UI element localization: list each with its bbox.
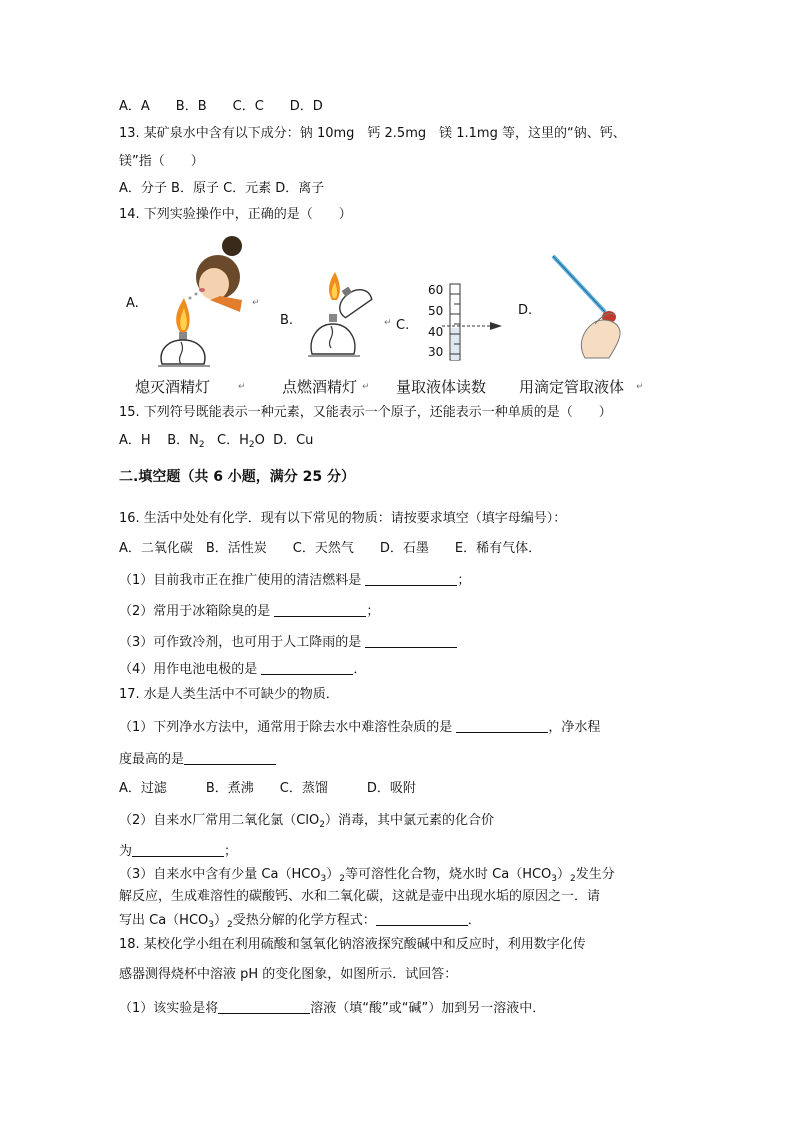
q17-part3-seg3: 等可溶性化合物，烧水时 Ca（HCO <box>345 867 552 882</box>
q12-options: A．A B．B C．C D．D <box>119 99 323 114</box>
q14-caption-d: 用滴定管取液体 <box>519 378 625 396</box>
q17-part3-seg4: ） <box>557 867 571 882</box>
q17-part3-line2: 解反应，生成难溶性的碳酸钙、水和二氧化碳，这就是壶中出现水垢的原因之一．请 <box>119 889 601 904</box>
q13-stem-line1: 13. 某矿泉水中含有以下成分：钠 10mg 钙 2.5mg 镁 1.1mg 等，这里的“钠、钙、 <box>119 126 626 141</box>
q16-part1-end: ； <box>457 573 471 588</box>
q17-part1-line2 <box>119 750 276 769</box>
q18-part1-text: （1）该实验是将 <box>119 1001 219 1016</box>
q17-part1b-text: 度最高的是 <box>119 752 185 767</box>
q18-part1 <box>119 999 545 1018</box>
q16-part4-end: ． <box>353 662 367 677</box>
q16-options: A．二氧化碳 B．活性炭 C．天然气 D．石墨 E．稀有气体． <box>119 541 542 556</box>
return-mark-b: ↵ <box>384 318 392 328</box>
q16-part2-text: （2）常用于冰箱除臭的是 <box>119 604 271 619</box>
q17-part1-options: A．过滤 B．煮沸 C．蒸馏 D．吸附 <box>119 781 416 796</box>
q16-part2 <box>119 602 379 621</box>
q14-label-c: C. <box>396 318 410 333</box>
q17-part2-line2 <box>119 842 237 861</box>
q17-part2-end: ）消毒，其中氯元素的化合价 <box>324 813 494 828</box>
q16-part4-text: （4）用作电池电极的是 <box>119 662 258 677</box>
q17-part3c-seg1: 写出 Ca（HCO <box>119 913 209 928</box>
q17-part3-sub2: 2 <box>339 874 346 884</box>
q17-part3c-seg2: ） <box>214 913 228 928</box>
figure-d-dropper <box>545 250 635 365</box>
cylinder-tick-50: 50 <box>428 304 444 318</box>
q17-part3-line1 <box>119 866 615 888</box>
return-mark-caption-b: ↵ <box>362 382 370 392</box>
q15-option-d: D．Cu <box>273 433 314 448</box>
q17-part2-sub: 2 <box>319 820 325 830</box>
q17-part3-sub4: 2 <box>570 874 576 884</box>
q17-part1-blank1[interactable] <box>456 718 548 733</box>
q17-part3-seg2: ） <box>326 867 340 882</box>
q14-stem: 14. 下列实验操作中，正确的是（ ） <box>119 207 352 222</box>
q16-part4 <box>119 660 366 679</box>
q14-caption-c: 量取液体读数 <box>396 378 487 396</box>
q17-part2-text: （2）自来水厂常用二氧化氯（ClO <box>119 813 320 828</box>
q17-part3-line3 <box>119 911 481 934</box>
q15-option-c-tail: O <box>254 433 265 448</box>
q17-part2-line1 <box>119 812 494 834</box>
q17-part3-seg1: （3）自来水中含有少量 Ca（HCO <box>119 867 321 882</box>
q17-part3-sub1: 3 <box>320 874 327 884</box>
q14-label-d: D. <box>518 303 533 318</box>
q16-part4-blank[interactable] <box>261 660 353 675</box>
q17-part2-blank[interactable] <box>132 842 224 857</box>
q16-stem: 16. 生活中处处有化学．现有以下常见的物质：请按要求填空（填字母编号）： <box>119 511 567 526</box>
q17-stem: 17. 水是人类生活中不可缺少的物质． <box>119 687 339 702</box>
q15-option-c: C．H <box>217 433 249 448</box>
q17-part3-sub3: 3 <box>551 874 558 884</box>
cylinder-tick-30: 30 <box>428 345 444 359</box>
q15-option-c-sub: 2 <box>248 440 255 450</box>
q15-option-b: B．N <box>167 433 199 448</box>
q16-part3-blank[interactable] <box>365 633 457 648</box>
q17-part3c-sub2: 2 <box>227 920 233 930</box>
q14-caption-b: 点燃酒精灯 <box>282 378 358 396</box>
return-mark-caption-a: ↵ <box>238 382 246 392</box>
q14-caption-a: 熄灭酒精灯 <box>135 378 211 396</box>
q17-part1-blank2[interactable] <box>184 750 276 765</box>
q16-part1 <box>119 571 470 590</box>
q16-part2-end: ； <box>366 604 380 619</box>
q17-part2b-end: ； <box>224 844 238 859</box>
q17-part3c-end: ． <box>467 913 481 928</box>
q17-part3c-sub1: 3 <box>208 920 214 930</box>
q15-stem: 15. 下列符号既能表示一种元素，又能表示一个原子，还能表示一种单质的是（ ） <box>119 405 612 420</box>
cylinder-tick-40: 40 <box>428 325 444 339</box>
q18-part1-blank[interactable] <box>218 999 310 1014</box>
q14-label-a: A. <box>126 296 139 311</box>
return-mark-a: ↵ <box>252 298 260 308</box>
q17-part1-line1 <box>119 718 600 737</box>
q18-stem-line2: 感器测得烧杯中溶液 pH 的变化图象，如图所示．试回答： <box>119 967 458 982</box>
q17-part1-text: （1）下列净水方法中，通常用于除去水中难溶性杂质的是 <box>119 720 453 735</box>
figure-b-lighting-lamp <box>300 270 380 362</box>
q16-part1-blank[interactable] <box>365 571 457 586</box>
q14-label-b: B. <box>280 313 294 328</box>
q13-options: A．分子 B．原子 C．元素 D．离子 <box>119 181 325 196</box>
cylinder-tick-60: 60 <box>428 283 444 297</box>
q17-part2b-text: 为 <box>119 844 133 859</box>
q15-option-b-sub: 2 <box>198 440 205 450</box>
q17-part3-blank[interactable] <box>376 911 468 926</box>
q17-part1-end: ，净水程 <box>548 720 601 735</box>
q18-part1-end: 溶液（填“酸”或“碱”）加到另一溶液中． <box>310 1001 546 1016</box>
q16-part3 <box>119 633 457 652</box>
q15-option-a: A．H <box>119 433 151 448</box>
return-mark-caption-d: ↵ <box>636 382 644 392</box>
q16-part1-text: （1）目前我市正在推广使用的清洁燃料是 <box>119 573 362 588</box>
q13-stem-line2: 镁”指（ ） <box>119 154 204 169</box>
section2-title: 二.填空题（共 6 小题，满分 25 分） <box>119 469 356 485</box>
q17-part3-seg5: 发生分 <box>575 867 615 882</box>
q16-part3-text: （3）可作致冷剂，也可用于人工降雨的是 <box>119 635 362 650</box>
q18-stem-line1: 18. 某校化学小组在利用硫酸和氢氧化钠溶液探究酸碱中和反应时，利用数字化传 <box>119 937 586 952</box>
figure-a-blowing-lamp <box>150 232 250 372</box>
q17-part3c-seg3: 受热分解的化学方程式： <box>232 913 376 928</box>
q16-part2-blank[interactable] <box>274 602 366 617</box>
q15-options <box>119 432 313 454</box>
